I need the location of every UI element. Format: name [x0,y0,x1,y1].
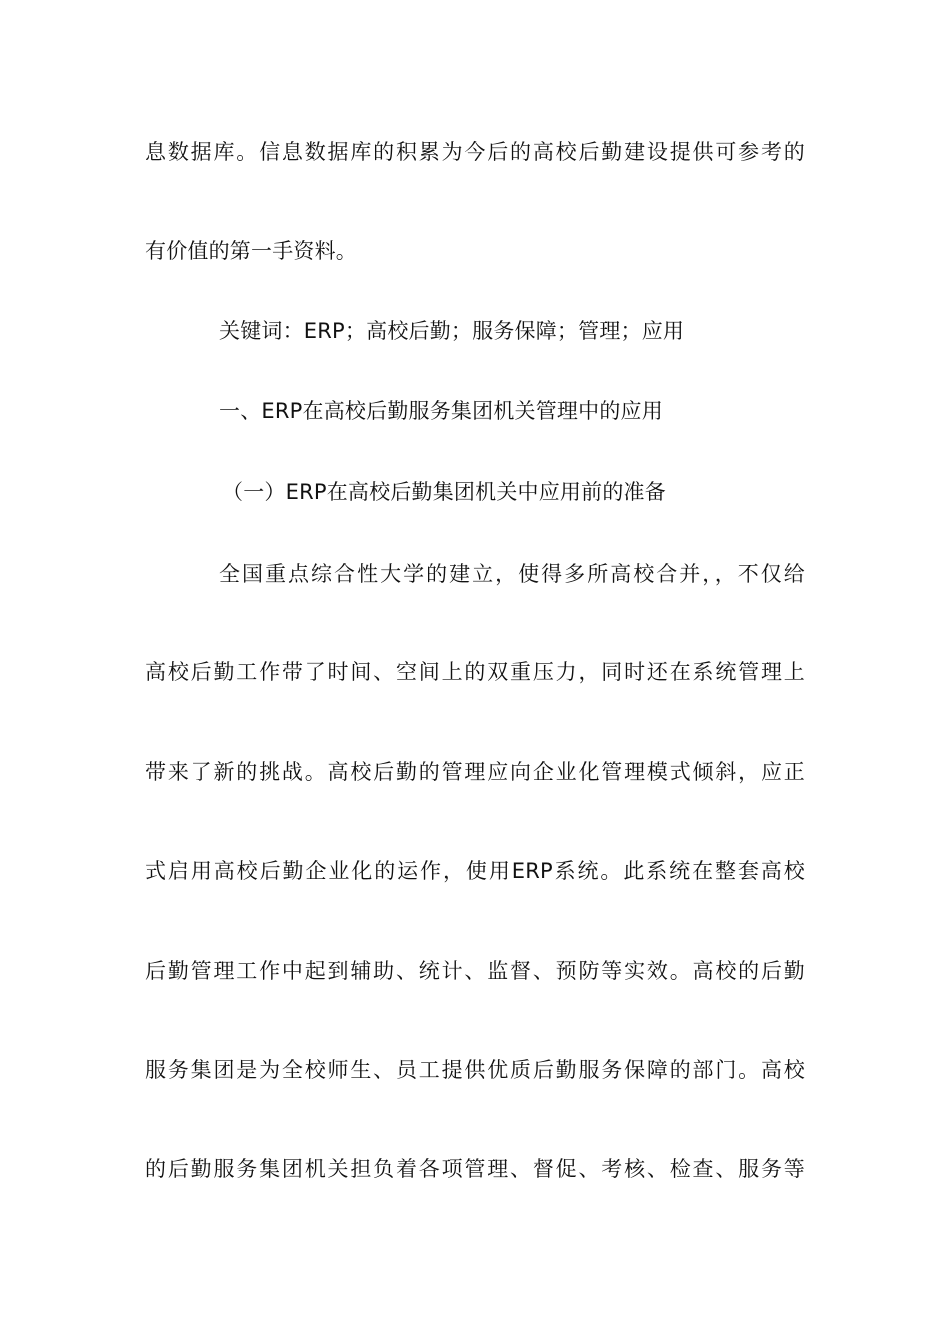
paragraph-line-2: 有价值的第一手资料。 [145,239,357,263]
keywords-line: 关键词：ERP；高校后勤；服务保障；管理；应用 [219,319,685,343]
paragraph-line-4: 高校后勤工作带了时间、空间上的双重压力，同时还在系统管理上 [145,660,805,684]
paragraph-line-3: 全国重点综合性大学的建立，使得多所高校合并，，不仅给 [219,562,805,586]
paragraph-line-1: 息数据库。信息数据库的积累为今后的高校后勤建设提供可参考的 [145,140,805,164]
paragraph-line-6: 式启用高校后勤企业化的运作，使用ERP系统。此系统在整套高校 [145,859,805,883]
paragraph-line-9: 的后勤服务集团机关担负着各项管理、督促、考核、检查、服务等 [145,1157,805,1181]
paragraph-line-7: 后勤管理工作中起到辅助、统计、监督、预防等实效。高校的后勤 [145,959,805,983]
paragraph-line-5: 带来了新的挑战。高校后勤的管理应向企业化管理模式倾斜，应正 [145,760,805,784]
paragraph-line-8: 服务集团是为全校师生、员工提供优质后勤服务保障的部门。高校 [145,1058,805,1082]
section-heading: 一、ERP在高校后勤服务集团机关管理中的应用 [219,399,663,423]
subsection-heading: （一）ERP在高校后勤集团机关中应用前的准备 [222,480,666,504]
